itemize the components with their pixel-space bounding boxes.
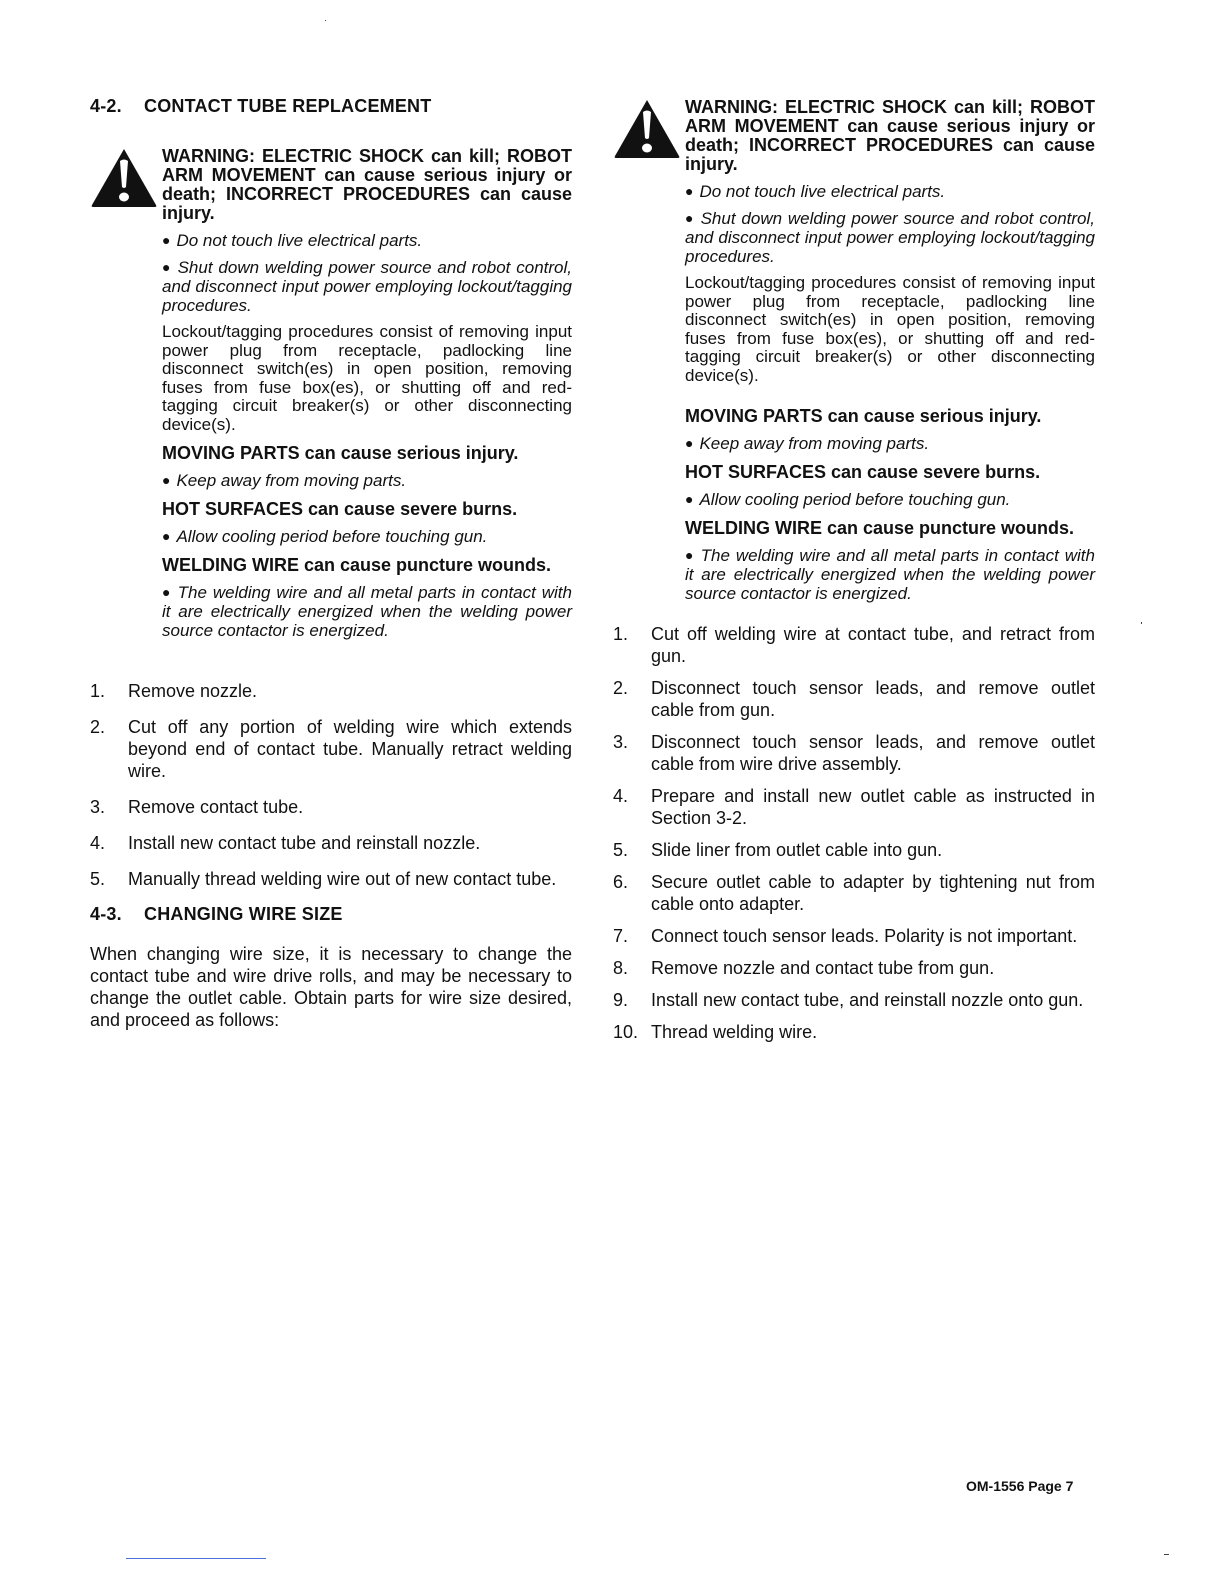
bullet-icon: ● <box>685 210 695 226</box>
page-footer: OM-1556 Page 7 <box>966 1478 1074 1494</box>
changing-wire-paragraph: When changing wire size, it is necessary to change the contact tube and wire drive rolls, and may be necessary to change the outlet cable. Obtain parts for wire size desired, and proceed as follows: <box>90 944 572 1030</box>
list-item: 1. Cut off welding wire at contact tube, and retract from gun. <box>613 624 1095 666</box>
scan-speck <box>1141 622 1142 624</box>
section-number: 4-2. <box>90 96 122 116</box>
section-title-contact-tube <box>90 96 572 117</box>
bullet-icon: ● <box>685 491 694 507</box>
lockout-text: Lockout/tagging procedures consist of removing input power plug from receptacle, padlocking line disconnect switch(es) in open position, removing fuses from fuse box(es), or shutting off and red-tagging circuit breaker(s) or other disconnecting device(s). <box>162 322 572 434</box>
warning-bullet: ● The welding wire and all metal parts in contact with it are electrically energized when the welding power source contactor is energized. <box>685 546 1095 603</box>
warning-bullet: ● Allow cooling period before touching gun. <box>162 527 488 546</box>
warning-exclamation-icon <box>90 147 158 209</box>
moving-parts-heading: MOVING PARTS can cause serious injury. <box>685 406 1042 426</box>
bullet-icon: ● <box>162 232 171 248</box>
list-item: 4. Install new contact tube and reinstall nozzle. <box>90 833 481 853</box>
bullet-icon: ● <box>162 584 172 600</box>
warning-bullet: ● Do not touch live electrical parts. <box>685 182 946 201</box>
warning-bullet: ● Do not touch live electrical parts. <box>162 231 423 250</box>
bullet-icon: ● <box>685 183 694 199</box>
list-item: 8. Remove nozzle and contact tube from gun. <box>613 958 995 978</box>
scan-speck <box>325 20 326 21</box>
list-item: 3. Remove contact tube. <box>90 797 304 817</box>
bullet-icon: ● <box>685 547 695 563</box>
left-column <box>90 96 572 1031</box>
list-item: 6. Secure outlet cable to adapter by tightening nut from cable onto adapter. <box>613 872 1095 914</box>
bullet-icon: ● <box>162 528 171 544</box>
list-item: 3. Disconnect touch sensor leads, and remove outlet cable from wire drive assembly. <box>613 732 1095 774</box>
lockout-text: Lockout/tagging procedures consist of removing input power plug from receptacle, padlocking line disconnect switch(es) in open position, removing fuses from fuse box(es), or shutting off and red-tagging circuit breaker(s) or other disconnecting device(s). <box>685 273 1095 385</box>
welding-wire-heading: WELDING WIRE can cause puncture wounds. <box>685 518 1075 538</box>
hot-surfaces-heading: HOT SURFACES can cause severe burns. <box>162 499 518 519</box>
warning-block <box>90 147 572 640</box>
list-item: 1. Remove nozzle. <box>90 681 258 701</box>
warning-bullet: ● Allow cooling period before touching gun. <box>685 490 1011 509</box>
warning-exclamation-icon <box>613 98 681 160</box>
warning-heading: WARNING: ELECTRIC SHOCK can kill; ROBOT ARM MOVEMENT can cause serious injury or death; INCORRECT PROCEDURES can cause injury. <box>685 97 1095 174</box>
list-item: 4. Prepare and install new outlet cable as instructed in Section 3-2. <box>613 786 1095 828</box>
list-item: 7. Connect touch sensor leads. Polarity is not important. <box>613 926 1078 946</box>
warning-bullet: ● Keep away from moving parts. <box>685 434 930 453</box>
right-steps-list <box>613 623 1095 1043</box>
bullet-icon: ● <box>685 435 694 451</box>
bullet-icon: ● <box>162 472 171 488</box>
list-item: 9. Install new contact tube, and reinstall nozzle onto gun. <box>613 990 1084 1010</box>
warning-heading: WARNING: ELECTRIC SHOCK can kill; ROBOT ARM MOVEMENT can cause serious injury or death; INCORRECT PROCEDURES can cause injury. <box>162 146 572 223</box>
warning-block <box>613 98 1095 603</box>
moving-parts-heading: MOVING PARTS can cause serious injury. <box>162 443 519 463</box>
list-item: 2. Disconnect touch sensor leads, and remove outlet cable from gun. <box>613 678 1095 720</box>
left-steps-list <box>90 680 572 890</box>
section-heading: CHANGING WIRE SIZE <box>144 904 343 924</box>
section-title-changing-wire <box>90 904 572 925</box>
warning-bullet: ● The welding wire and all metal parts in contact with it are electrically energized when the welding power source contactor is energized. <box>162 583 572 640</box>
divider-line <box>126 1558 266 1559</box>
list-item: 10. Thread welding wire. <box>613 1022 818 1042</box>
welding-wire-heading: WELDING WIRE can cause puncture wounds. <box>162 555 552 575</box>
list-item: 5. Slide liner from outlet cable into gun. <box>613 840 943 860</box>
list-item: 5. Manually thread welding wire out of new contact tube. <box>90 869 557 889</box>
bullet-icon: ● <box>162 259 172 275</box>
section-number: 4-3. <box>90 904 122 924</box>
warning-bullet: ● Keep away from moving parts. <box>162 471 407 490</box>
right-column <box>613 98 1095 1053</box>
warning-bullet: ● Shut down welding power source and robot control, and disconnect input power employing lockout/tagging procedures. <box>162 258 572 315</box>
warning-bullet: ● Shut down welding power source and robot control, and disconnect input power employing lockout/tagging procedures. <box>685 209 1095 266</box>
hot-surfaces-heading: HOT SURFACES can cause severe burns. <box>685 462 1041 482</box>
list-item: 2. Cut off any portion of welding wire which extends beyond end of contact tube. Manually retract welding wire. <box>90 717 572 781</box>
section-heading: CONTACT TUBE REPLACEMENT <box>144 96 432 116</box>
scan-speck <box>1164 1554 1169 1555</box>
